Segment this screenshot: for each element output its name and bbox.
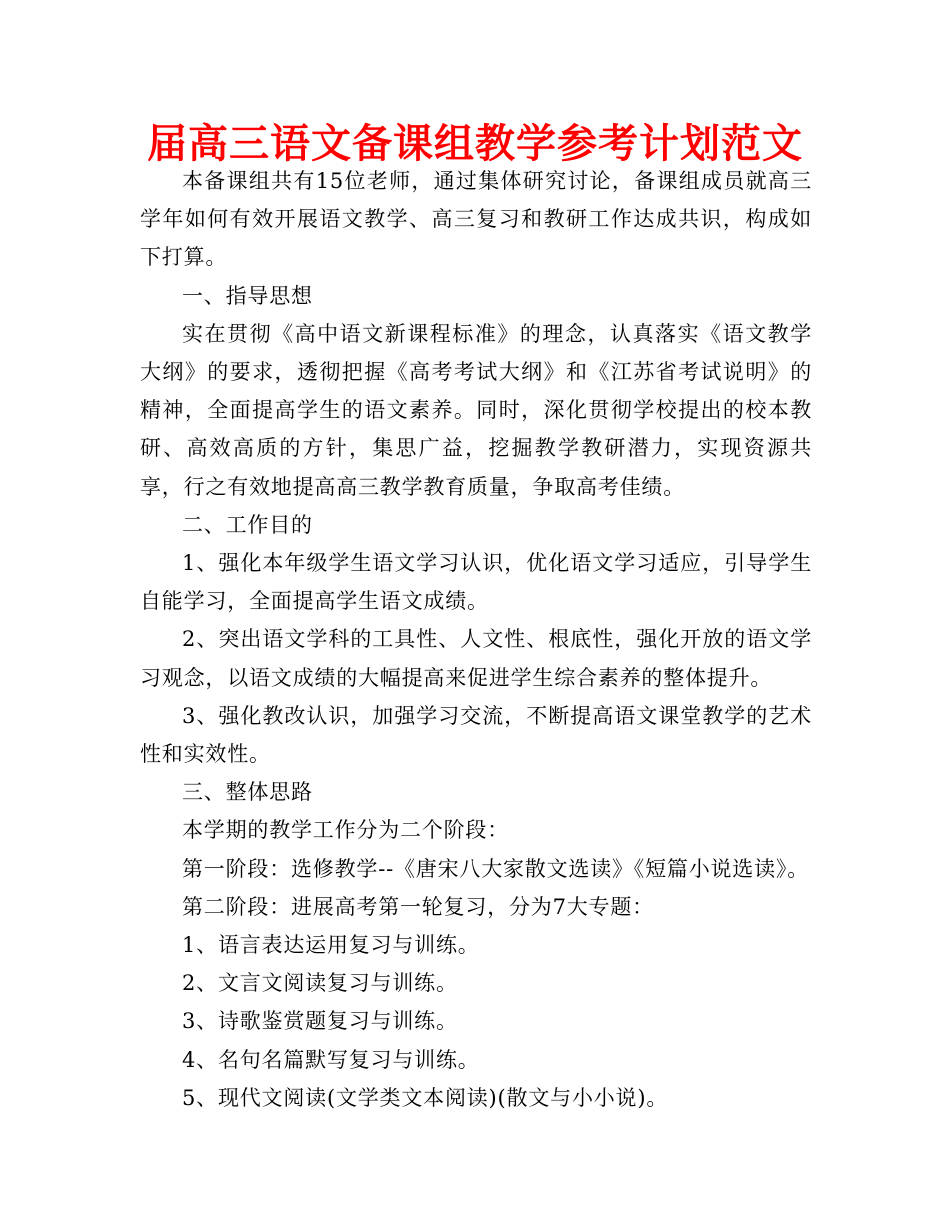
- paragraph-stage-2: 第二阶段：进展高考第一轮复习，分为7大专题：: [182, 894, 654, 919]
- list-item-topic-3: 3、诗歌鉴赏题复习与训练。: [182, 1009, 458, 1034]
- list-item-topic-2: 2、文言文阅读复习与训练。: [182, 971, 458, 996]
- heading-work-goals: 二、工作目的: [182, 512, 313, 537]
- list-item-topic-5: 5、现代文阅读(文学类文本阅读)(散文与小小说)。: [182, 1085, 669, 1110]
- paragraph-goal-1: 1、强化本年级学生语文学习认识，优化语文学习适应，引导学生自能学习，全面提高学生语文成绩。: [140, 551, 812, 614]
- list-item-topic-4: 4、名句名篇默写复习与训练。: [182, 1047, 480, 1072]
- paragraph-goal-3: 3、强化教改认识，加强学习交流，不断提高语文课堂教学的艺术性和实效性。: [140, 703, 812, 767]
- heading-overall-approach: 三、整体思路: [182, 780, 313, 805]
- heading-guiding-ideology: 一、指导思想: [182, 283, 313, 308]
- paragraph-two-stages: 本学期的教学工作分为二个阶段：: [182, 818, 509, 843]
- paragraph-goal-2: 2、突出语文学科的工具性、人文性、根底性，强化开放的语文学习观念，以语文成绩的大幅提高来促进学生综合素养的整体提升。: [140, 627, 812, 690]
- list-item-topic-1: 1、语言表达运用复习与训练。: [182, 933, 480, 958]
- paragraph-intro: 本备课组共有15位老师，通过集体研究讨论，备课组成员就高三学年如何有效开展语文教学、高三复习和教研工作达成共识，构成如下打算。: [140, 169, 812, 270]
- document-title: 届高三语文备课组教学参考计划范文: [147, 121, 803, 167]
- paragraph-stage-1: 第一阶段：选修教学--《唐宋八大家散文选读》《短篇小说选读》。: [182, 856, 809, 881]
- document-body: [140, 162, 812, 1117]
- paragraph-guiding-ideology: 实在贯彻《高中语文新课程标准》的理念，认真落实《语文教学大纲》的要求，透彻把握《高考考试大纲》和《江苏省考试说明》的精神，全面提高学生的语文素养。同时，深化贯彻学校提出的校本教研、高效高质的方针，集思广益，挖掘教学教研潜力，实现资源共享，行之有效地提高高三教学教育质量，争取高考佳绩。: [140, 321, 812, 499]
